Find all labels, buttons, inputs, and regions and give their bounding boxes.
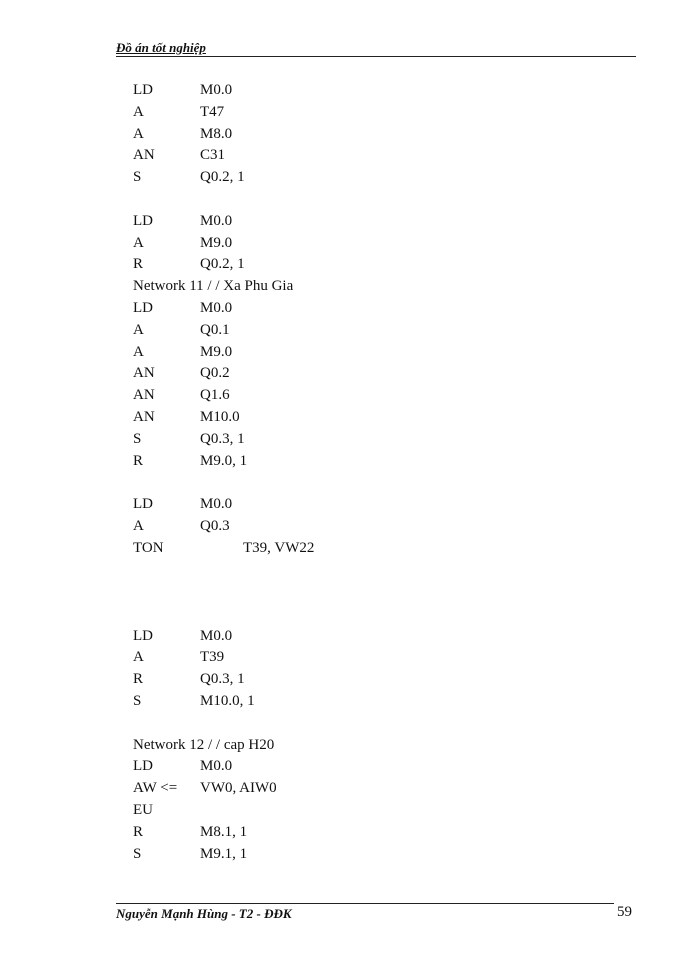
operand: C31 [200, 147, 226, 164]
code-line [133, 167, 293, 189]
code-line [133, 691, 293, 713]
code-line [133, 756, 293, 778]
page-header [116, 40, 636, 57]
instruction: LD [133, 299, 153, 316]
page-number: 59 [617, 904, 632, 920]
instruction: R [133, 671, 144, 688]
operand: M10.0 [200, 408, 240, 425]
code-line [133, 320, 293, 342]
operand: M9.0, 1 [200, 452, 248, 469]
operand: T47 [200, 103, 225, 120]
operand: M8.0 [200, 125, 233, 142]
instruction: A [133, 343, 144, 360]
operand: M10.0, 1 [200, 692, 255, 709]
code-line [133, 211, 293, 233]
operand: Q0.2 [200, 365, 230, 382]
instruction: EU [133, 801, 153, 818]
operand: M8.1, 1 [200, 823, 248, 840]
code-line [133, 538, 315, 560]
instruction: S [133, 169, 142, 186]
code-line [133, 822, 293, 844]
instruction: A [133, 103, 144, 120]
operand: M0.0 [200, 496, 233, 513]
operand: Q0.2, 1 [200, 169, 245, 186]
header-title: Đồ án tốt nghiệp [116, 40, 206, 55]
instruction: A [133, 125, 144, 142]
code-line [133, 363, 293, 385]
operand: Q0.3, 1 [200, 430, 245, 447]
instruction: A [133, 517, 144, 534]
instruction: R [133, 823, 144, 840]
operand: T39 [200, 649, 225, 666]
operand: VW0, AIW0 [200, 780, 277, 797]
operand: M0.0 [200, 758, 233, 775]
code-line [133, 844, 293, 866]
operand: M9.0 [200, 234, 233, 251]
operand: M9.0 [200, 343, 233, 360]
operand: Q0.2, 1 [200, 256, 245, 273]
instruction: AW <= [133, 780, 178, 797]
code-line [133, 626, 293, 648]
code-line [133, 669, 293, 691]
instruction: A [133, 649, 144, 666]
operand: T39, VW22 [243, 539, 315, 556]
code-line [133, 254, 293, 276]
instruction: R [133, 452, 144, 469]
instruction: TON [133, 539, 164, 556]
instruction: S [133, 692, 142, 709]
operand: M0.0 [200, 299, 233, 316]
footer-rule [116, 903, 614, 904]
code-line [133, 429, 293, 451]
code-line [133, 494, 293, 516]
code-line [133, 407, 293, 429]
instruction: AN [133, 408, 155, 425]
code-line [133, 778, 293, 800]
instruction: LD [133, 627, 153, 644]
instruction: S [133, 845, 142, 862]
instruction: A [133, 321, 144, 338]
operand: Q0.3, 1 [200, 671, 245, 688]
network-heading: Network 11 / / Xa Phu Gia [133, 278, 294, 295]
instruction: AN [133, 365, 155, 382]
instruction: AN [133, 387, 155, 404]
code-line [133, 124, 293, 146]
operand: M0.0 [200, 82, 233, 98]
code-line [133, 102, 293, 124]
operand: Q1.6 [200, 387, 230, 404]
operand: M9.1, 1 [200, 845, 248, 862]
stl-code-listing [133, 80, 315, 865]
instruction: LD [133, 496, 153, 513]
instruction: R [133, 256, 144, 273]
code-line [133, 145, 293, 167]
instruction: LD [133, 212, 153, 229]
code-line [133, 233, 293, 255]
code-line [133, 80, 293, 102]
operand: M0.0 [200, 627, 233, 644]
code-line [133, 298, 293, 320]
operand: Q0.3 [200, 517, 230, 534]
instruction: LD [133, 758, 153, 775]
code-line [133, 451, 293, 473]
instruction: LD [133, 82, 153, 98]
code-line [133, 516, 293, 538]
code-line [133, 800, 293, 822]
footer-author: Nguyễn Mạnh Hùng - T2 - ĐĐK [116, 906, 292, 921]
operand: M0.0 [200, 212, 233, 229]
operand: Q0.1 [200, 321, 230, 338]
code-line [133, 647, 293, 669]
instruction: AN [133, 147, 155, 164]
network-heading: Network 12 / / cap H20 [133, 736, 275, 753]
code-line [133, 342, 293, 364]
instruction: S [133, 430, 142, 447]
code-line [133, 385, 293, 407]
instruction: A [133, 234, 144, 251]
